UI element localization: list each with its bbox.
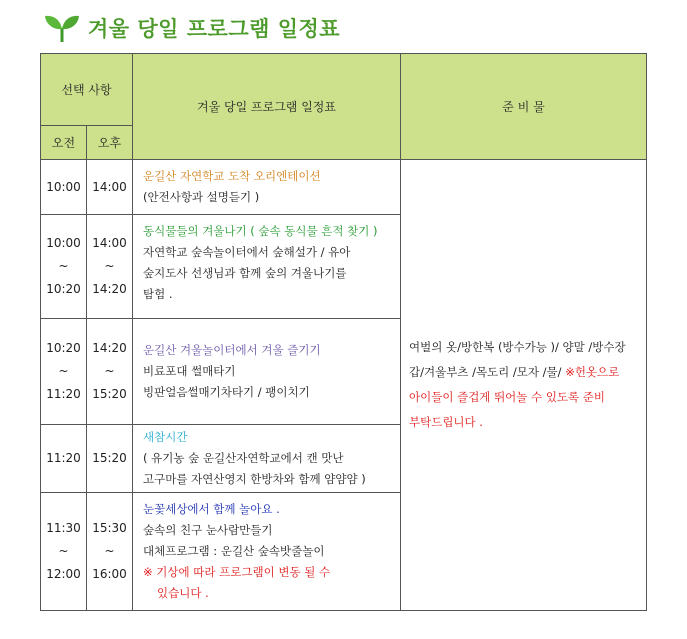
pm-time: 15:30 ~ 16:00 xyxy=(87,493,133,611)
am-time: 11:30 ~ 12:00 xyxy=(41,493,87,611)
program-description: 동식물들의 겨울나기 ( 숲속 동식물 흔적 찾기 ) 자연학교 숲속놀이터에서 숲해설가 / 유아 숲지도사 선생님과 함께 숲의 겨울나기를 탐험 . xyxy=(133,215,401,319)
schedule-header: 겨울 당일 프로그램 일정표 xyxy=(133,54,401,160)
program-description: 눈꽃세상에서 함께 놀아요 . 숲속의 친구 눈사람만들기 대체프로그램 : 운길산 숲속밧줄놀이 ※ 기상에 따라 프로그램이 변동 될 수 있습니다 . xyxy=(133,493,401,611)
page-title: 겨울 당일 프로그램 일정표 xyxy=(88,17,341,41)
selection-header: 선택 사항 xyxy=(41,54,133,126)
pm-time: 14:00 xyxy=(87,160,133,215)
program-description: 운길산 겨울놀이터에서 겨울 즐기기 비료포대 썰매타기 빙판얼음썰매기차타기 / 팽이치기 xyxy=(133,319,401,425)
am-time: 10:00 xyxy=(41,160,87,215)
pm-time: 15:20 xyxy=(87,425,133,493)
schedule-table xyxy=(40,53,647,611)
title-area xyxy=(44,10,340,46)
table-row xyxy=(41,160,647,215)
am-time: 10:20 ~ 11:20 xyxy=(41,319,87,425)
sprout-icon xyxy=(44,13,80,43)
am-time: 10:00 ~ 10:20 xyxy=(41,215,87,319)
program-description: 새참시간 ( 유기농 숲 운길산자연학교에서 캔 맛난 고구마를 자연산영지 한방차와 함께 얌얌얌 ) xyxy=(133,425,401,493)
am-time: 11:20 xyxy=(41,425,87,493)
pm-time: 14:20 ~ 15:20 xyxy=(87,319,133,425)
prep-header: 준 비 물 xyxy=(401,54,647,160)
prep-items: 여벌의 옷/방한복 (방수가능 )/ 양말 /방수장 갑/겨울부츠 /목도리 /모자 /물/ ※헌옷으로 아이들이 즐겁게 뛰어놀 수 있도록 준비 부탁드립니다 . xyxy=(401,160,647,611)
pm-header: 오후 xyxy=(87,126,133,160)
program-description: 운길산 자연학교 도착 오리엔테이션 (안전사항과 설명듣기 ) xyxy=(133,160,401,215)
am-header: 오전 xyxy=(41,126,87,160)
pm-time: 14:00 ~ 14:20 xyxy=(87,215,133,319)
